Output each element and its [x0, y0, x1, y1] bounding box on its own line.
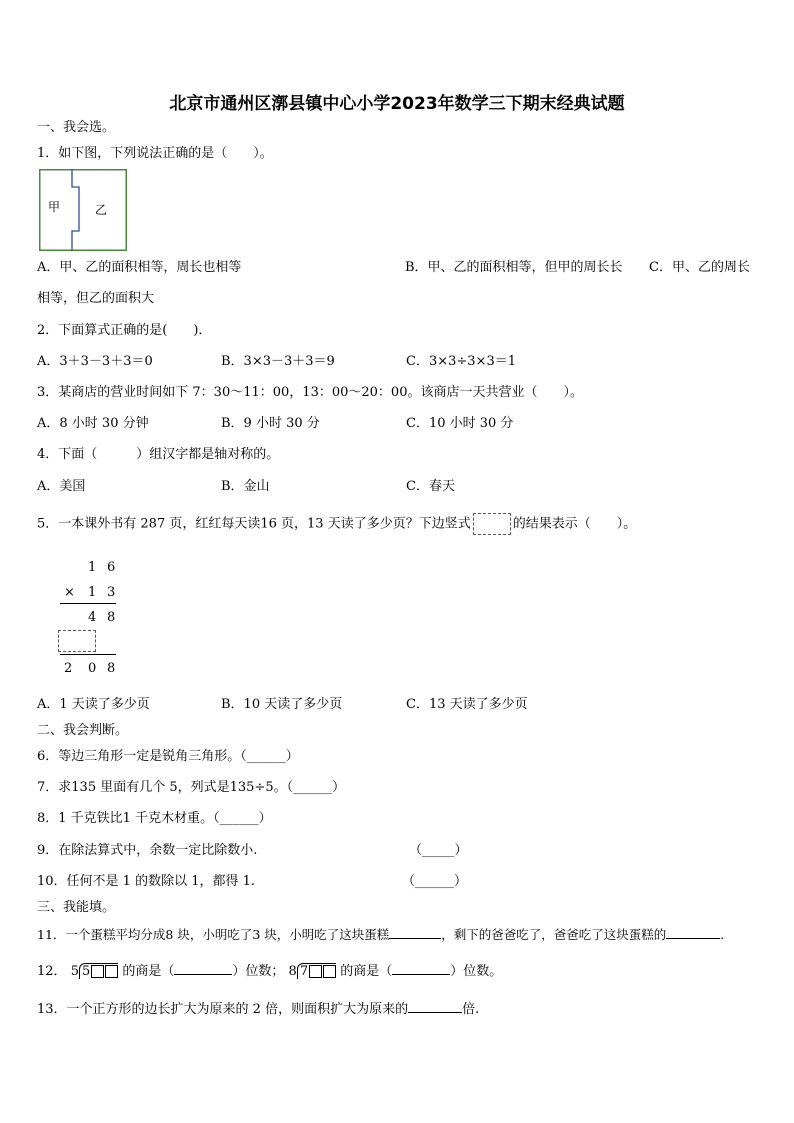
mul-digit: 4	[88, 610, 97, 625]
q11-text-b: ，剩下的爸爸吃了，爸爸吃了这块蛋糕的	[441, 927, 667, 942]
q11-blank-1	[389, 926, 441, 939]
mul-digit: 8	[107, 610, 116, 625]
mul-digit: 6	[107, 560, 116, 575]
q3-option-a: A．8 小时 30 分钟	[37, 416, 149, 431]
mul-sign: ×	[64, 585, 75, 600]
figure-label-jia: 甲	[48, 200, 61, 214]
divisor: 5	[70, 964, 79, 979]
section-3-heading: 三、我能填。	[37, 900, 116, 915]
blank-square	[91, 965, 104, 978]
mul-digit: 1	[88, 585, 97, 600]
question-9: 9．在除法算式中，余数一定比除数小.	[37, 843, 258, 858]
blank-square	[309, 965, 322, 978]
question-12	[37, 962, 502, 980]
q13-blank	[408, 1000, 462, 1013]
q3-option-b: B．9 小时 30 分	[221, 416, 320, 431]
question-1: 1．如下图，下列说法正确的是（ ）。	[37, 146, 273, 161]
question-8: 8．1 千克铁比1 千克木材重。（______）	[37, 811, 272, 826]
q4-option-c: C．春天	[406, 479, 455, 494]
q4-option-a: A．美国	[37, 479, 86, 494]
question-3: 3．某商店的营业时间如下 7：30～11：00，13：00～20：00。该商店一天共营业（ ）。	[37, 385, 583, 400]
dividend-digit: 5	[81, 964, 91, 979]
q12-text: ）位数；	[232, 964, 285, 979]
q5-option-c: C．13 天读了多少页	[406, 697, 528, 712]
long-division-2	[289, 964, 337, 980]
q5-option-a: A．1 天读了多少页	[37, 697, 150, 712]
q12-blank-2	[392, 962, 450, 975]
q2-option-a: A．3＋3－3＋3＝0	[37, 354, 153, 369]
question-4: 4．下面（ ）组汉字都是轴对称的。	[37, 447, 280, 462]
q5-dashed-box	[473, 513, 511, 535]
q12-text: ）位数。	[450, 964, 503, 979]
q4-option-b: B．金山	[221, 479, 270, 494]
q2-option-b: B．3×3－3＋3＝9	[221, 354, 335, 369]
mul-dashed-box	[58, 630, 96, 652]
q1-option-c-continued: 相等，但乙的面积大	[37, 291, 155, 306]
mul-digit: 1	[88, 560, 97, 575]
section-2-heading: 二、我会判断。	[37, 723, 129, 738]
question-7: 7．求135 里面有几个 5，列式是135÷5。（______）	[37, 780, 346, 795]
q1-option-b: B．甲、乙的面积相等，但甲的周长长	[405, 260, 623, 275]
blank-square	[323, 965, 336, 978]
q11-text-c: .	[720, 927, 725, 942]
mul-line-2	[60, 654, 116, 655]
q11-text-a: 11．一个蛋糕平均分成8 块，小明吃了3 块，小明吃了这块蛋糕	[37, 927, 390, 942]
dividing-line	[72, 169, 79, 251]
q2-option-c: C．3×3÷3×3＝1	[406, 354, 516, 369]
q5-text-a: 5．一本课外书有 287 页，红红每天读16 页，13 天读了多少页？下边竖式	[37, 516, 471, 532]
question-2: 2．下面算式正确的是( )．	[37, 323, 212, 338]
question-5	[37, 513, 636, 535]
divisor: 8	[288, 964, 297, 979]
q5-option-b: B．10 天读了多少页	[221, 697, 343, 712]
mul-digit: 8	[107, 661, 116, 676]
page-title: 北京市通州区漷县镇中心小学2023年数学三下期末经典试题	[169, 94, 625, 114]
mul-digit: 2	[64, 661, 73, 676]
section-1-heading: 一、我会选。	[37, 120, 116, 135]
question-10-answer: （______）	[402, 874, 468, 889]
mul-line-1	[60, 603, 116, 604]
q13-text-a: 13．一个正方形的边长扩大为原来的 2 倍，则面积扩大为原来的	[37, 1002, 409, 1017]
q12-blank-1	[174, 962, 232, 975]
q3-option-c: C．10 小时 30 分	[406, 416, 514, 431]
question-13	[37, 1000, 479, 1018]
q5-text-b: 的结果表示（ ）。	[512, 516, 637, 532]
question-10: 10．任何不是 1 的数除以 1，都得 1.	[37, 874, 256, 889]
mul-digit: 0	[88, 661, 97, 676]
question-11	[37, 926, 724, 943]
q1-option-c: C．甲、乙的周长	[649, 260, 750, 275]
figure-label-yi: 乙	[95, 203, 108, 217]
q12-text: 的商是（	[336, 964, 393, 979]
question-6: 6．等边三角形一定是锐角三角形。（______）	[37, 749, 299, 764]
long-division-1	[71, 964, 119, 980]
question-1-figure	[39, 169, 127, 251]
q11-blank-2	[666, 926, 720, 939]
q1-option-a: A．甲、乙的面积相等，周长也相等	[37, 260, 242, 275]
blank-square	[105, 965, 118, 978]
q12-text: 的商是（	[118, 964, 175, 979]
dividend-digit: 7	[299, 964, 309, 979]
q13-text-b: 倍.	[462, 1002, 480, 1017]
question-9-answer: （_____）	[409, 843, 468, 858]
mul-digit: 3	[107, 585, 116, 600]
q12-number: 12．	[37, 964, 67, 979]
